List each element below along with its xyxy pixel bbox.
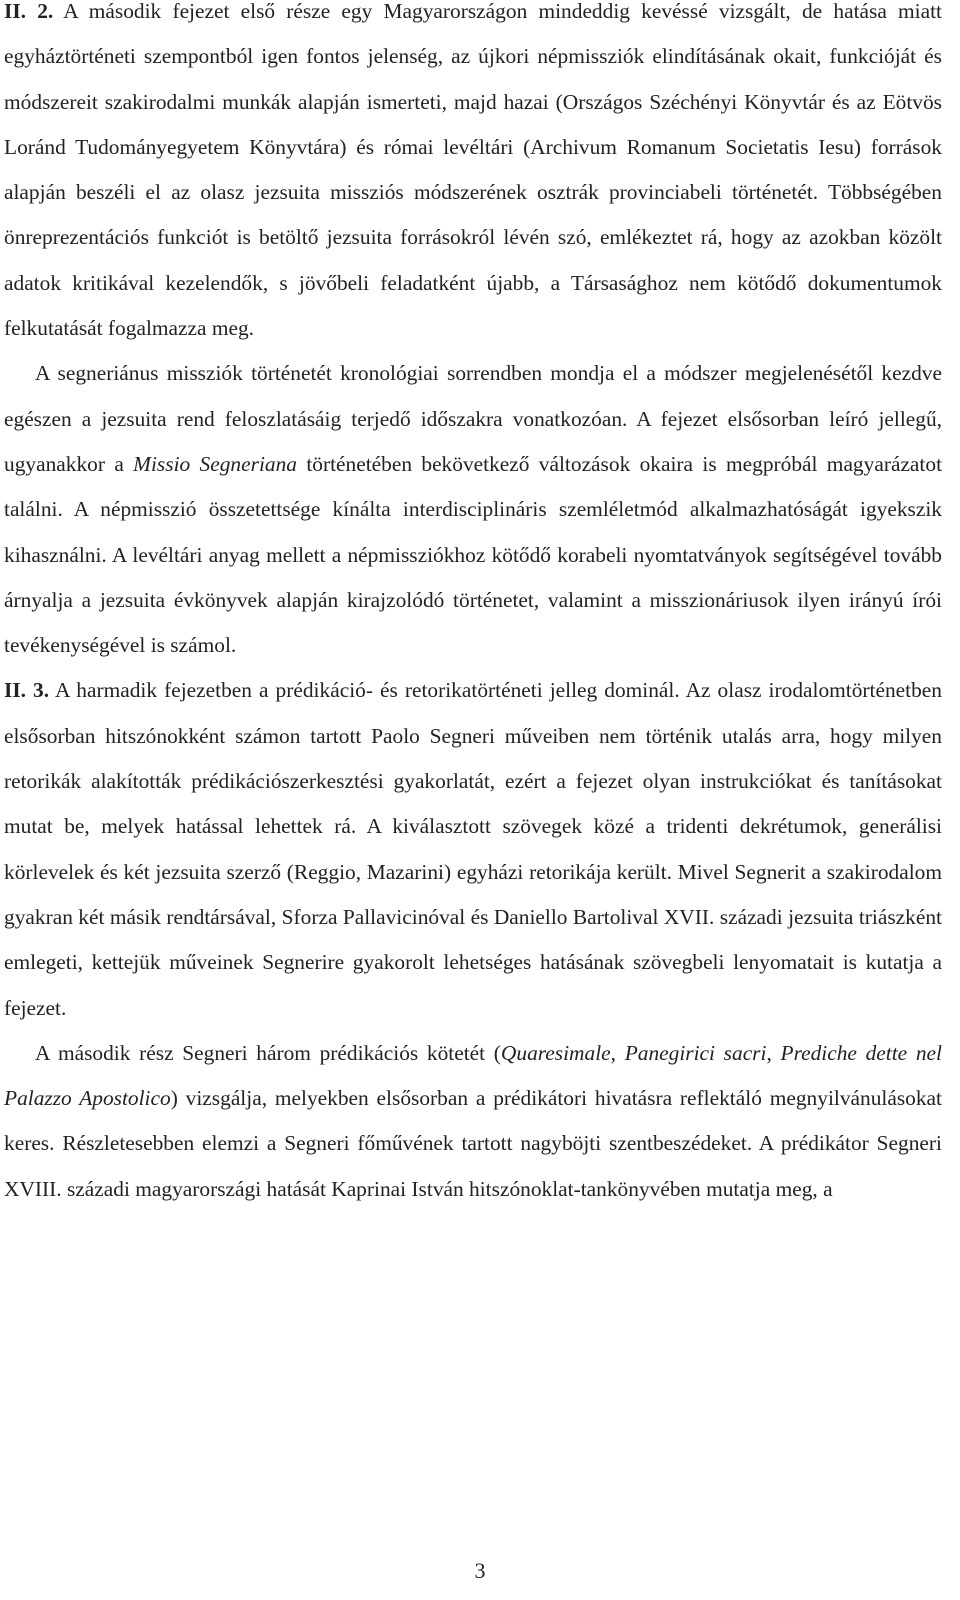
section-heading-2-2: II. 2. [4, 0, 54, 23]
paragraph-section-2-3 [4, 668, 942, 1030]
paragraph-text: A segneriánus missziók történetét kronológiai sorrendben mondja el a módszer megjelenésétől kezdve egészen a jezsuita rend feloszlatásáig terjedő időszakra vonatkozóan. A fejezet elsősorban leíró jellegű, ugyanakkor a [4, 361, 942, 476]
paragraph-text: történetében bekövetkező változások okaira is megpróbál magyarázatot találni. A népmisszió összetettsége kínálta interdisciplináris szemléletmód alkalmazhatóságát igyekszik kihasználni. A levéltári anyag mellett a népmissziókhoz kötődő korabeli nyomtatványok segítségével tovább árnyalja a jezsuita évkönyvek alapján kirajzolódó történetet, valamint a misszionáriusok ilyen irányú írói tevékenységével is számol. [4, 451, 943, 658]
paragraph-text: ) vizsgálja, melyekben elsősorban a prédikátori hivatásra reflektáló megnyilvánulásokat keres. Részletesebben elemzi a Segneri főművének tartott nagyböjti szentbeszédeket. A prédikátor Segneri XVIII. századi magyarországi hatását Kaprinai István hitszónoklat-tankönyvében mutatja meg, a [4, 1086, 942, 1201]
paragraph-text: A harmadik fejezetben a prédikáció- és retorikatörténeti jelleg dominál. Az olasz irodalomtörténetben elsősorban hitszónokként számon tartott Paolo Segneri műveiben nem történik utalás arra, hogy milyen retorikák alakították prédikációszerkesztési gyakorlatát, ezért a fejezet olyan instrukciókat és tanításokat mutat be, melyek hatással lehettek rá. A kiválasztott szövegek közé a tridenti dekrétumok, generálisi körlevelek és két jezsuita szerző (Reggio, Mazarini) egyházi retorikája került. Mivel Segnerit a szakirodalom gyakran két másik rendtársával, Sforza Pallavicinóval és Daniello Bartolival XVII. századi jezsuita triászként emlegeti, kettejük műveinek Segnerire gyakorolt lehetséges hatásának szövegbeli lenyomatait is kutatja a fejezet. [4, 678, 942, 1020]
paragraph-text: A második rész Segneri három prédikációs kötetét ( [35, 1040, 501, 1065]
paragraph-second-part [4, 1031, 942, 1212]
italic-title-panegirici-sacri: Panegirici sacri [624, 1040, 767, 1065]
document-page [4, 0, 942, 1212]
paragraph-section-2-2 [4, 0, 942, 351]
italic-title-quaresimale: Quaresimale [500, 1040, 611, 1065]
italic-title-missio-segneriana: Missio Segneriana [133, 451, 297, 476]
paragraph-segnerian-missions [4, 351, 942, 668]
paragraph-text: A második fejezet első része egy Magyarországon mindeddig kevéssé vizsgált, de hatása miatt egyháztörténeti szempontból igen fontos jelenség, az újkori népmissziók elindításának okait, funkcióját és módszereit szakirodalmi munkák alapján ismerteti, majd hazai (Országos Széchényi Könyvtár és az Eötvös Loránd Tudományegyetem Könyvtára) és római levéltári (Archivum Romanum Societatis Iesu) források alapján beszéli el az olasz jezsuita missziós módszerének osztrák provinciabeli történetét. Többségében önreprezentációs funkciót is betöltő jezsuita forrásokról lévén szó, emlékeztet rá, hogy az azokban közölt adatok kritikával kezelendők, s jövőbeli feladatként újabb, a Társasághoz nem kötődő dokumentumok felkutatását fogalmazza meg. [4, 0, 942, 341]
section-heading-2-3: II. 3. [4, 678, 50, 703]
separator: , [766, 1040, 781, 1065]
italic-title-prediche: Prediche dette nel Palazzo Apostolico [4, 1040, 942, 1111]
page-number: 3 [474, 1558, 486, 1583]
separator: , [610, 1040, 625, 1065]
